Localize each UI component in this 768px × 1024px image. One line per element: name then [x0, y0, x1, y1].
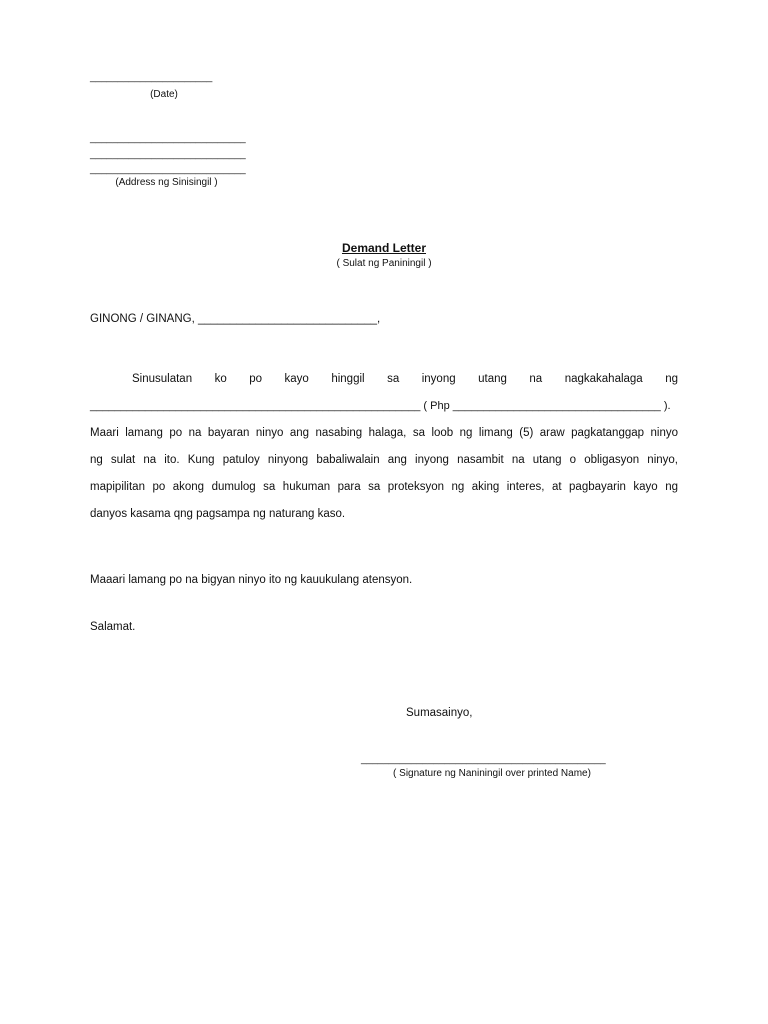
body-line: ng sulat na ito. Kung patuloy ninyong babaliwalain ang inyong nasambit na utang o obligasyon ninyo, — [90, 454, 678, 466]
signature-label: ( Signature ng Naniningil over printed Name) — [393, 768, 591, 779]
letter-body — [90, 366, 678, 528]
signature-blank: ____________________________________________ — [361, 754, 606, 765]
address-blank-3: ____________________________ — [90, 164, 246, 175]
body-line-amount: ______________________________________________________ ( Php __________________________________ ). — [90, 400, 671, 412]
body-line: danyos kasama qng pagsampa ng naturang kaso. — [90, 508, 346, 520]
closing-thanks: Salamat. — [90, 621, 136, 633]
address-blank-2: ____________________________ — [90, 149, 246, 160]
signature-greeting: Sumasainyo, — [406, 707, 473, 719]
closing-request: Maaari lamang po na bigyan ninyo ito ng kauukulang atensyon. — [90, 574, 413, 586]
date-label: (Date) — [150, 89, 178, 100]
letter-title: Demand Letter — [341, 241, 427, 255]
date-blank: ______________________ — [90, 72, 213, 83]
body-line: mapipilitan po akong dumulog sa hukuman para sa proteksyon ng aking interes, at pagbayarin kayo ng — [90, 481, 678, 493]
letter-subtitle: ( Sulat ng Paniningil ) — [336, 258, 432, 269]
address-label: (Address ng Sinisingil ) — [115, 177, 218, 188]
body-line: Maari lamang po na bayaran ninyo ang nasabing halaga, sa loob ng limang (5) araw pagkatanggap ninyo — [90, 427, 678, 439]
body-line: Sinusulatan ko po kayo hinggil sa inyong utang na nagkakahalaga ng — [132, 373, 678, 385]
salutation: GINONG / GINANG, ____________________________, — [90, 313, 381, 325]
address-blank-1: ____________________________ — [90, 133, 246, 144]
